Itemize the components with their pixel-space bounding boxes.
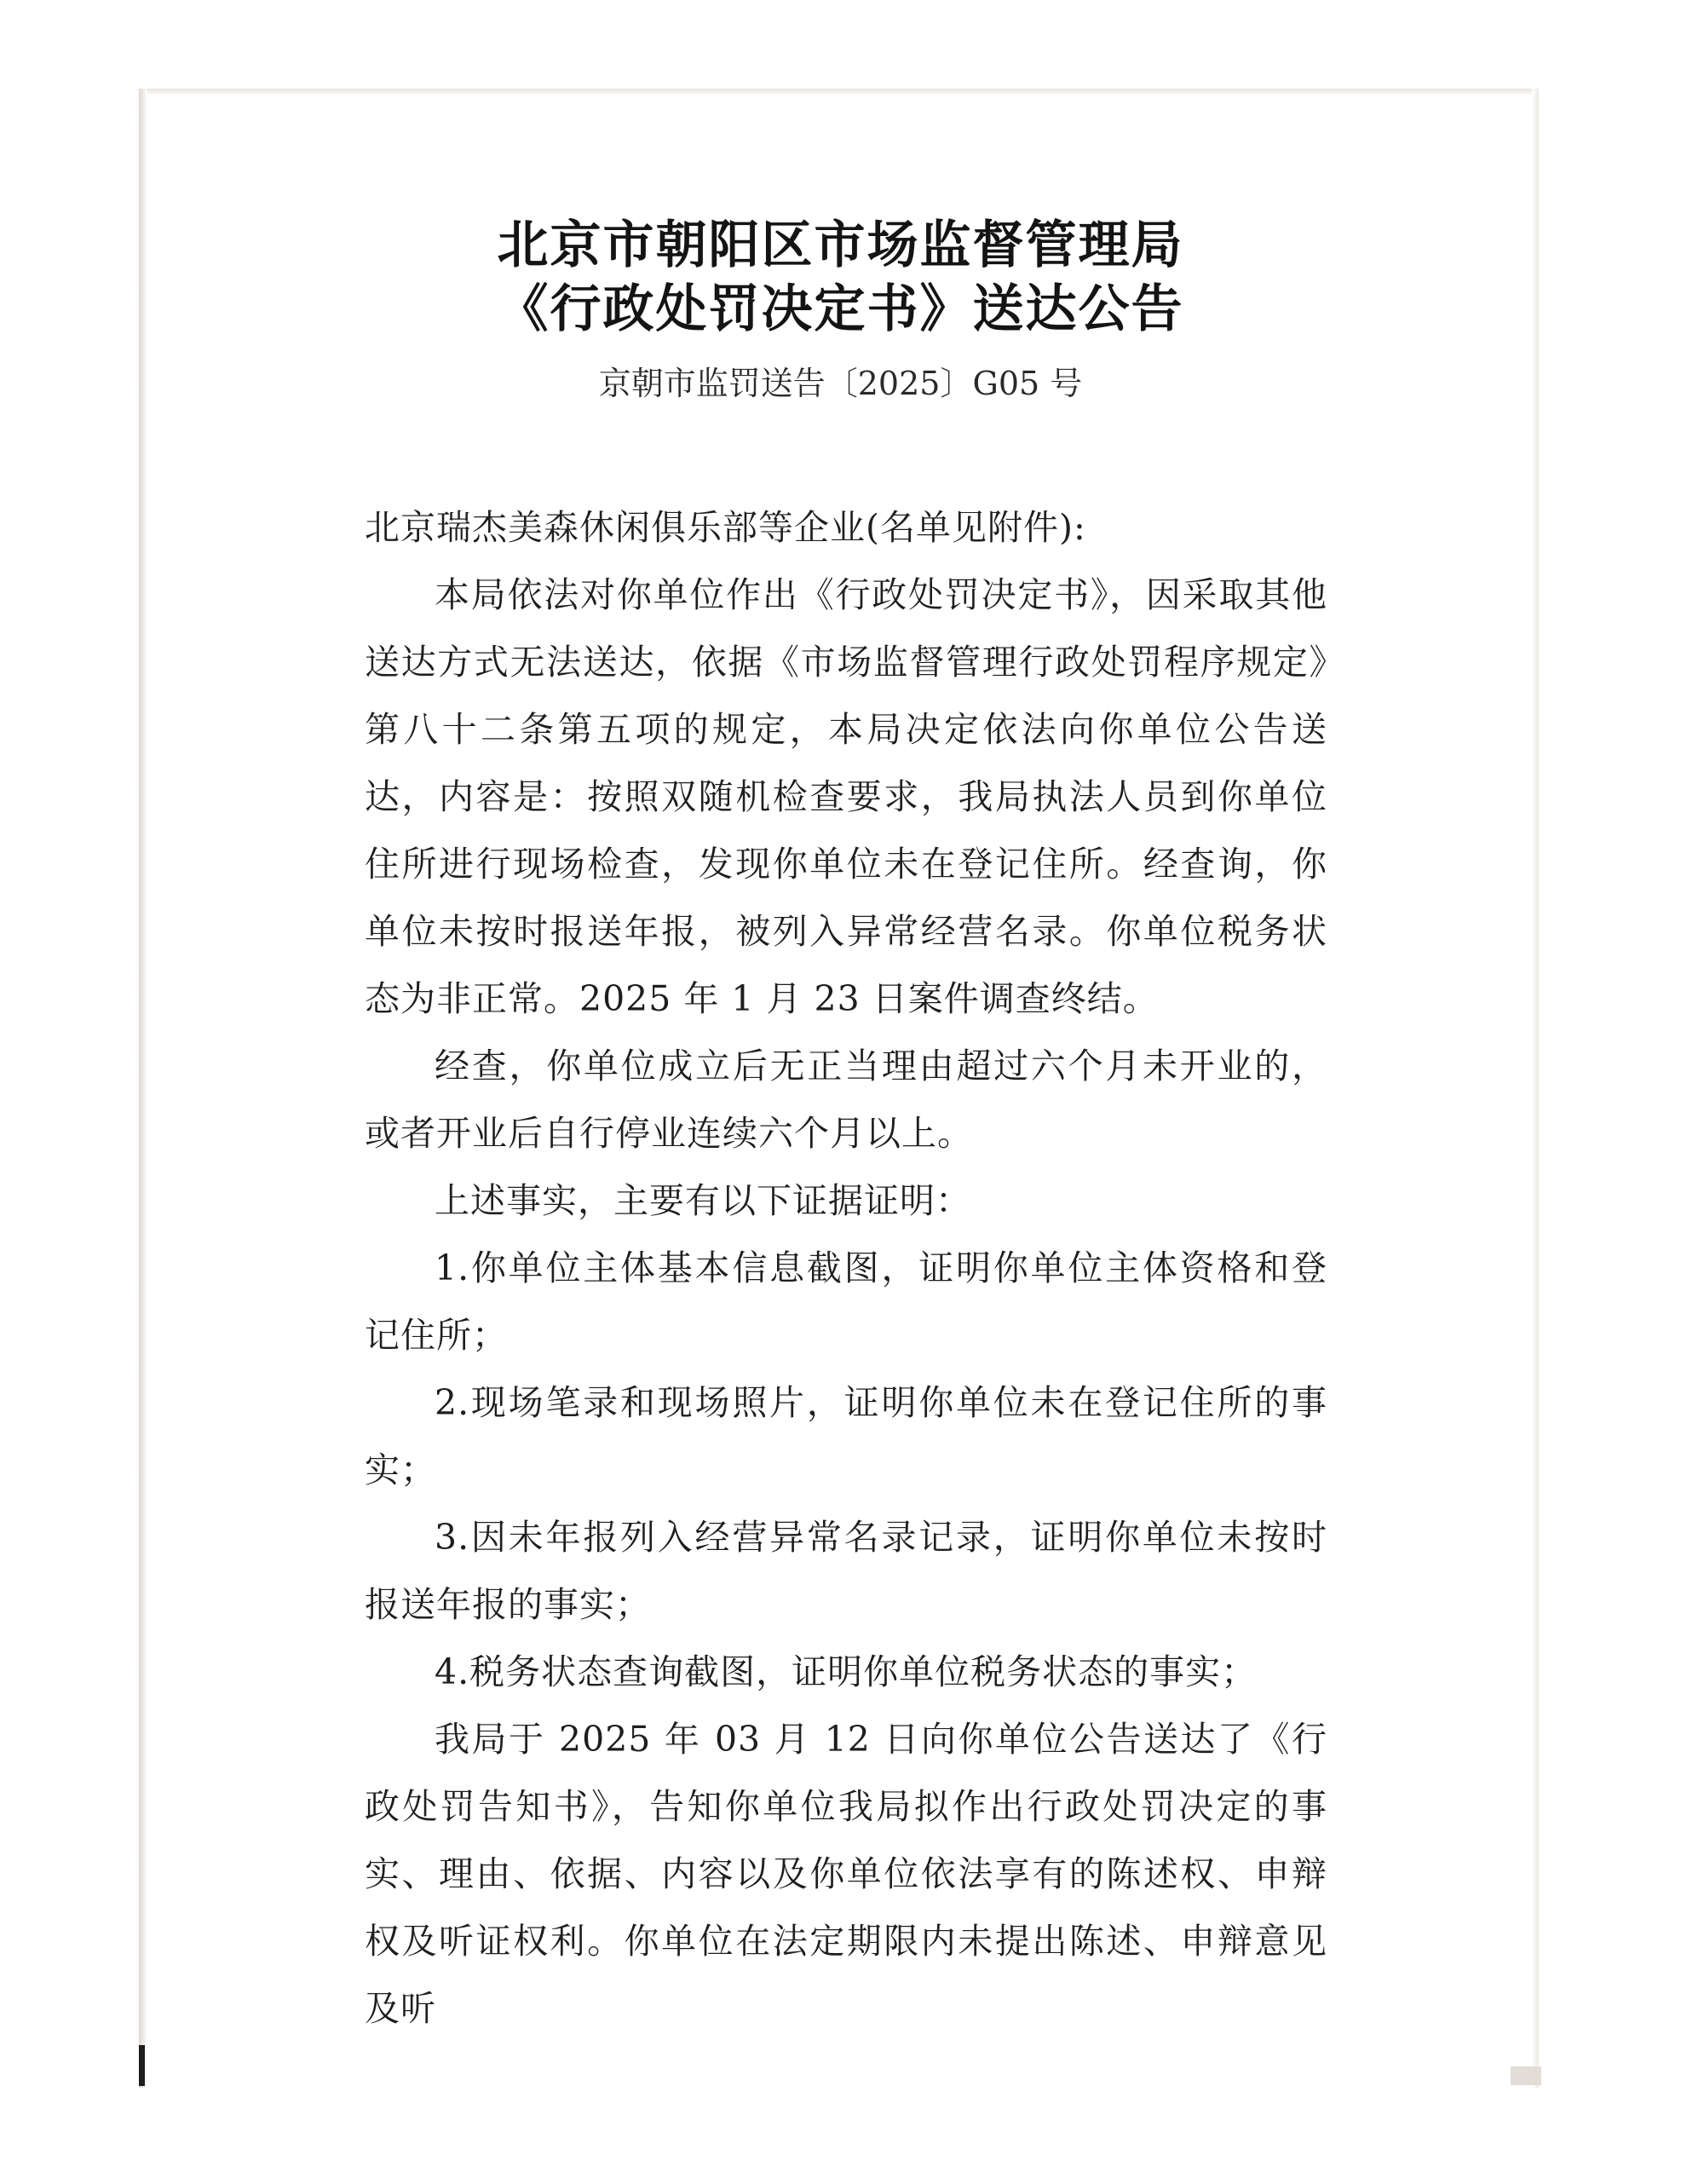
evidence-item: 3.因未年报列入经营异常名录记录，证明你单位未按时报送年报的事实； <box>365 1517 1327 1625</box>
paragraph-prior-notice: 我局于 2025 年 03 月 12 日向你单位公告送达了《行政处罚告知书》，告知你单位我局拟作出行政处罚决定的事实、理由、依据、内容以及你单位依法享有的陈述权、申辩权及听证权利。你单位在法定期限内未提出陈述、申辩意见及听 <box>365 1719 1327 2029</box>
document-number: 京朝市监罚送告〔2025〕G05 号 <box>598 365 1083 402</box>
evidence-item: 1.你单位主体基本信息截图，证明你单位主体资格和登记住所； <box>365 1248 1327 1356</box>
paragraph-notice: 本局依法对你单位作出《行政处罚决定书》，因采取其他送达方式无法送达，依据《市场监督管理行政处罚程序规定》第八十二条第五项的规定，本局决定依法向你单位公告送达，内容是：按照双随机检查要求，我局执法人员到你单位住所进行现场检查，发现你单位未在登记住所。经查询，你单位未按时报送年报，被列入异常经营名录。你单位税务状态为非正常。2025 年 1 月 23 日案件调查终结。 <box>365 574 1327 1019</box>
scan-mark <box>1511 2066 1541 2085</box>
document-title-line-1: 北京市朝阳区市场监督管理局 <box>497 216 1184 275</box>
evidence-item: 2.现场笔录和现场照片，证明你单位未在登记住所的事实； <box>365 1382 1327 1490</box>
scan-edge-top <box>141 89 1538 95</box>
evidence-item: 4.税务状态查询截图，证明你单位税务状态的事实； <box>435 1651 1258 1692</box>
document-body <box>365 494 1327 2043</box>
addressee: 北京瑞杰美森休闲俱乐部等企业(名单见附件): <box>365 507 1086 548</box>
paragraph-evidence-intro: 上述事实，主要有以下证据证明： <box>435 1180 971 1221</box>
document-title-line-2: 《行政处罚决定书》送达公告 <box>497 279 1184 339</box>
scan-mark <box>139 2045 145 2086</box>
paragraph-findings: 经查，你单位成立后无正当理由超过六个月未开业的，或者开业后自行停业连续六个月以上。 <box>365 1046 1327 1154</box>
